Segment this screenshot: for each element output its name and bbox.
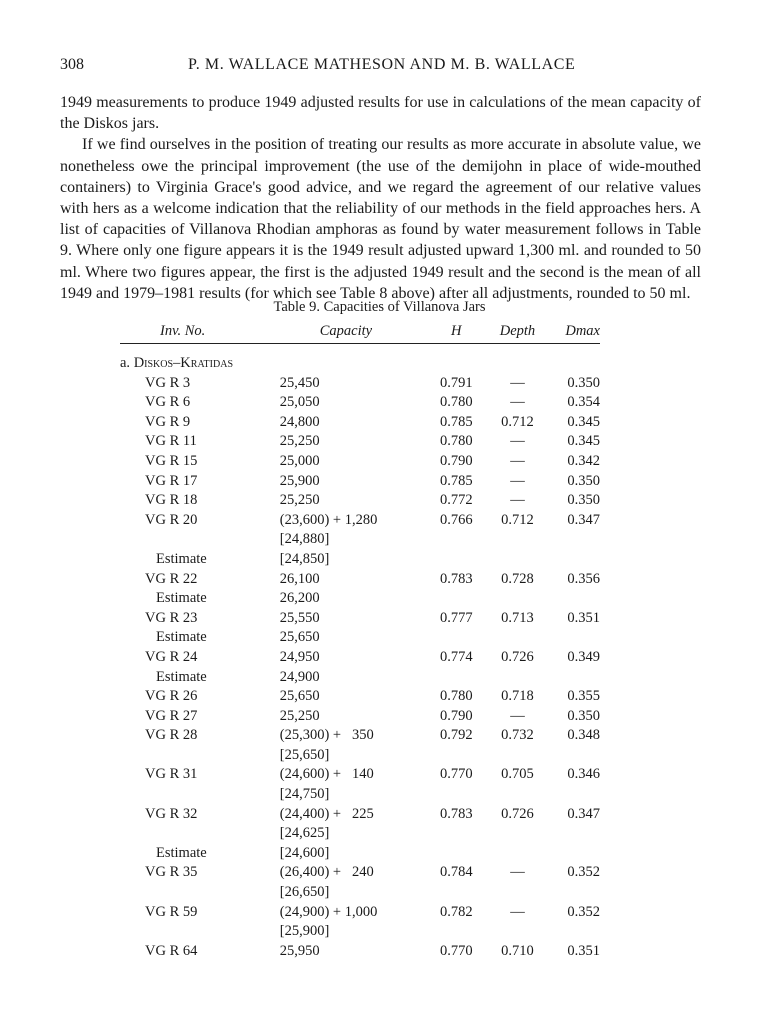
header-capacity: Capacity — [280, 322, 425, 344]
cell-dmax — [547, 746, 600, 766]
table-row — [120, 844, 600, 864]
cell-dmax — [547, 668, 600, 688]
cell-h: 0.784 — [439, 864, 473, 881]
cell-inv: VG R 32 — [145, 805, 198, 822]
cell-h — [425, 844, 488, 864]
cell-inv: VG R 20 — [145, 511, 198, 528]
cell-capacity: [24,880] — [279, 531, 330, 548]
cell-dmax: 0.349 — [567, 648, 600, 665]
table-row — [120, 589, 600, 609]
cell-inv: VG R 15 — [145, 452, 198, 469]
cell-h: 0.770 — [439, 942, 473, 959]
cell-capacity: 26,200 — [279, 590, 320, 607]
cell-h — [425, 589, 488, 609]
cell-h: 0.791 — [439, 374, 473, 391]
cell-capacity: 25,000 — [279, 452, 320, 469]
cell-h: 0.792 — [439, 727, 473, 744]
cell-depth: — — [510, 864, 525, 881]
cell-depth: — — [510, 374, 525, 391]
cell-depth: 0.728 — [501, 570, 534, 587]
section-label-prefix: a. — [120, 355, 134, 371]
cell-h — [425, 668, 488, 688]
cell-h: 0.777 — [439, 609, 473, 626]
table-body — [120, 344, 600, 962]
table-row — [120, 746, 600, 766]
cell-inv — [120, 824, 280, 844]
table-row — [120, 491, 600, 511]
section-label-name: Diskos–Kratidas — [133, 355, 234, 371]
table-row — [120, 668, 600, 688]
cell-h: 0.774 — [439, 648, 473, 665]
cell-inv: VG R 26 — [145, 688, 198, 705]
cell-dmax — [547, 530, 600, 550]
page-header — [60, 56, 700, 76]
table-row — [120, 609, 600, 629]
cell-depth — [488, 785, 548, 805]
cell-capacity: 25,050 — [279, 394, 320, 411]
cell-dmax — [547, 824, 600, 844]
cell-depth — [488, 844, 548, 864]
table-row — [120, 648, 600, 668]
page-number: 308 — [60, 56, 84, 73]
cell-capacity: 25,900 — [279, 472, 320, 489]
cell-inv — [120, 883, 280, 903]
body-text — [60, 92, 701, 304]
cell-h: 0.783 — [439, 570, 473, 587]
cell-capacity: 25,650 — [279, 629, 320, 646]
table-row — [120, 883, 600, 903]
table-row — [120, 765, 600, 785]
cell-capacity: [24,600] — [279, 844, 330, 861]
cell-capacity: 25,550 — [279, 609, 320, 626]
cell-depth: — — [510, 492, 525, 509]
cell-inv: VG R 31 — [145, 766, 198, 783]
cell-capacity: 25,250 — [279, 433, 320, 450]
cell-capacity: [24,850] — [279, 550, 330, 567]
cell-capacity: 26,100 — [279, 570, 320, 587]
cell-capacity: [26,650] — [279, 884, 330, 901]
cell-h — [425, 628, 488, 648]
cell-capacity: (25,300) + 350 — [279, 727, 374, 744]
cell-dmax: 0.352 — [567, 903, 600, 920]
header-h: H — [425, 322, 488, 344]
cell-dmax: 0.347 — [567, 511, 600, 528]
cell-inv: Estimate — [156, 629, 207, 646]
cell-inv: VG R 28 — [145, 727, 198, 744]
cell-h: 0.780 — [439, 688, 473, 705]
header-depth: Depth — [488, 322, 548, 344]
cell-depth: — — [510, 433, 525, 450]
table-row — [120, 452, 600, 472]
table-row — [120, 863, 600, 883]
table-row — [120, 707, 600, 727]
cell-depth — [488, 589, 548, 609]
paragraph-1: 1949 measurements to produce 1949 adjusted results for use in calculations of the mean capacity of the Diskos jars. — [60, 94, 701, 133]
table-row — [120, 530, 600, 550]
cell-capacity: (23,600) + 1,280 — [279, 511, 378, 528]
cell-h: 0.785 — [439, 413, 473, 430]
cell-h: 0.785 — [439, 472, 473, 489]
cell-dmax: 0.351 — [567, 609, 600, 626]
cell-h — [425, 550, 488, 570]
cell-capacity: [25,900] — [279, 923, 330, 940]
cell-dmax: 0.345 — [567, 413, 600, 430]
cell-depth: — — [510, 394, 525, 411]
cell-dmax: 0.342 — [567, 452, 600, 469]
cell-capacity: 25,250 — [279, 707, 320, 724]
cell-depth — [488, 628, 548, 648]
cell-h: 0.766 — [439, 511, 473, 528]
table-row — [120, 550, 600, 570]
cell-inv — [120, 530, 280, 550]
cell-dmax: 0.347 — [567, 805, 600, 822]
cell-inv: VG R 23 — [145, 609, 198, 626]
cell-inv: VG R 3 — [145, 374, 191, 391]
cell-inv — [120, 785, 280, 805]
cell-h: 0.770 — [439, 766, 473, 783]
cell-h — [425, 824, 488, 844]
cell-dmax: 0.346 — [567, 766, 600, 783]
table-row — [120, 628, 600, 648]
cell-h: 0.772 — [439, 492, 473, 509]
running-head: P. M. WALLACE MATHESON AND M. B. WALLACE — [188, 56, 576, 73]
cell-depth: 0.726 — [501, 805, 534, 822]
table-row — [120, 374, 600, 394]
cell-dmax: 0.352 — [567, 864, 600, 881]
cell-inv: VG R 9 — [145, 413, 191, 430]
cell-dmax: 0.350 — [567, 492, 600, 509]
cell-depth: 0.712 — [501, 511, 534, 528]
cell-inv: VG R 6 — [145, 394, 191, 411]
cell-dmax: 0.350 — [567, 707, 600, 724]
cell-depth: — — [510, 472, 525, 489]
cell-dmax — [547, 785, 600, 805]
table-header-row — [120, 322, 600, 344]
cell-depth: — — [510, 707, 525, 724]
cell-inv: VG R 18 — [145, 492, 198, 509]
table-row — [120, 726, 600, 746]
cell-capacity: [24,750] — [279, 786, 330, 803]
cell-inv: Estimate — [156, 550, 207, 567]
cell-capacity: 24,900 — [279, 668, 320, 685]
cell-capacity: [25,650] — [279, 746, 330, 763]
cell-h — [425, 883, 488, 903]
cell-depth — [488, 922, 548, 942]
cell-capacity: (24,400) + 225 — [279, 805, 374, 822]
cell-depth — [488, 746, 548, 766]
cell-depth: 0.726 — [501, 648, 534, 665]
section-row — [120, 344, 600, 374]
cell-depth: 0.713 — [501, 609, 534, 626]
cell-inv: VG R 59 — [145, 903, 198, 920]
cell-dmax: 0.351 — [567, 942, 600, 959]
cell-dmax: 0.350 — [567, 374, 600, 391]
cell-dmax — [547, 550, 600, 570]
table-row — [120, 805, 600, 825]
cell-inv: VG R 64 — [145, 942, 198, 959]
cell-depth: 0.712 — [501, 413, 534, 430]
cell-dmax: 0.350 — [567, 472, 600, 489]
cell-capacity: 25,250 — [279, 492, 320, 509]
header-dmax: Dmax — [547, 322, 600, 344]
cell-h: 0.790 — [439, 452, 473, 469]
cell-dmax — [547, 628, 600, 648]
cell-capacity: (24,600) + 140 — [279, 766, 374, 783]
cell-h — [425, 530, 488, 550]
cell-capacity: (24,900) + 1,000 — [279, 903, 378, 920]
cell-h: 0.782 — [439, 903, 473, 920]
table-row — [120, 570, 600, 590]
cell-inv: VG R 22 — [145, 570, 198, 587]
cell-depth: 0.710 — [501, 942, 534, 959]
cell-dmax — [547, 589, 600, 609]
table-row — [120, 785, 600, 805]
cell-h: 0.783 — [439, 805, 473, 822]
header-inv-no: Inv. No. — [120, 322, 280, 344]
cell-depth: 0.718 — [501, 688, 534, 705]
cell-inv: Estimate — [156, 844, 207, 861]
table-row — [120, 393, 600, 413]
cell-h — [425, 922, 488, 942]
cell-inv: VG R 27 — [145, 707, 198, 724]
cell-depth: 0.732 — [501, 727, 534, 744]
paragraph-2: If we find ourselves in the position of treating our results as more accurate in absolute value, we nonetheless owe the principal improvement (the use of the demijohn in place of wide-mouthed containers) to Virginia Grace's good advice, and we regard the agreement of our relative values with hers as a welcome indication that the reliability of our methods in the field approaches hers. A list of capacities of Villanova Rhodian amphoras as found by water measurement follows in Table 9. Where only one figure appears it is the 1949 result adjusted upward 1,300 ml. and rounded to 50 ml. Where two figures appear, the first is the adjusted 1949 result and the second is the mean of all 1949 and 1979–1981 results (for which see Table 8 above) after all adjustments, rounded to 50 ml. — [60, 136, 701, 302]
table-row — [120, 472, 600, 492]
section-label — [120, 344, 600, 374]
table-caption: Table 9. Capacities of Villanova Jars — [273, 299, 486, 315]
cell-dmax: 0.356 — [567, 570, 600, 587]
cell-capacity: (26,400) + 240 — [279, 864, 374, 881]
cell-capacity: 25,950 — [279, 942, 320, 959]
cell-capacity: 25,650 — [279, 688, 320, 705]
cell-dmax — [547, 883, 600, 903]
cell-h — [425, 785, 488, 805]
cell-depth: 0.705 — [501, 766, 534, 783]
cell-inv: VG R 11 — [145, 433, 197, 450]
cell-capacity: 25,450 — [279, 374, 320, 391]
cell-inv — [120, 922, 280, 942]
capacity-table-container — [120, 322, 600, 961]
cell-depth — [488, 530, 548, 550]
cell-depth: — — [510, 903, 525, 920]
cell-h: 0.780 — [439, 433, 473, 450]
cell-dmax: 0.345 — [567, 433, 600, 450]
cell-dmax — [547, 922, 600, 942]
table-row — [120, 413, 600, 433]
cell-dmax: 0.354 — [567, 394, 600, 411]
table-row — [120, 687, 600, 707]
capacity-table — [120, 322, 600, 961]
table-row — [120, 824, 600, 844]
table-row — [120, 432, 600, 452]
cell-depth — [488, 883, 548, 903]
table-row — [120, 903, 600, 923]
cell-inv: VG R 24 — [145, 648, 198, 665]
table-row — [120, 922, 600, 942]
cell-h: 0.780 — [439, 394, 473, 411]
cell-dmax — [547, 844, 600, 864]
cell-depth — [488, 668, 548, 688]
cell-dmax: 0.355 — [567, 688, 600, 705]
cell-h — [425, 746, 488, 766]
cell-inv: VG R 35 — [145, 864, 198, 881]
cell-capacity: [24,625] — [279, 825, 330, 842]
cell-capacity: 24,800 — [279, 413, 320, 430]
cell-depth — [488, 550, 548, 570]
table-row — [120, 942, 600, 962]
cell-inv: Estimate — [156, 590, 207, 607]
cell-depth — [488, 824, 548, 844]
cell-inv — [120, 746, 280, 766]
cell-capacity: 24,950 — [279, 648, 320, 665]
cell-h: 0.790 — [439, 707, 473, 724]
cell-inv: VG R 17 — [145, 472, 198, 489]
table-row — [120, 511, 600, 531]
cell-inv: Estimate — [156, 668, 207, 685]
cell-dmax: 0.348 — [567, 727, 600, 744]
cell-depth: — — [510, 452, 525, 469]
